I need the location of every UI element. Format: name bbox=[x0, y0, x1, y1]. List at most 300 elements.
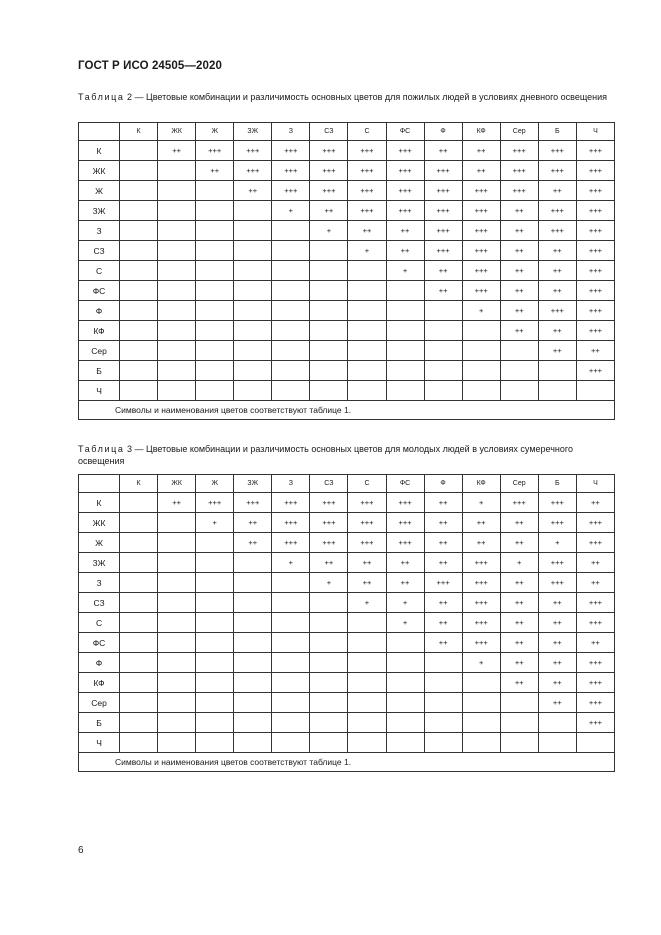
table-cell bbox=[234, 693, 272, 713]
table-cell: ++ bbox=[386, 241, 424, 261]
column-header: СЗ bbox=[310, 123, 348, 141]
table-cell bbox=[500, 733, 538, 753]
table-cell bbox=[348, 281, 386, 301]
column-header: З bbox=[272, 475, 310, 493]
table-cell: +++ bbox=[386, 201, 424, 221]
table-cell bbox=[424, 653, 462, 673]
row-header: СЗ bbox=[79, 593, 120, 613]
table-cell: ++ bbox=[576, 633, 614, 653]
table-cell bbox=[386, 673, 424, 693]
column-header: Ч bbox=[576, 475, 614, 493]
table-cell bbox=[234, 573, 272, 593]
table-cell: ++ bbox=[500, 241, 538, 261]
table-cell bbox=[500, 713, 538, 733]
table-cell: +++ bbox=[462, 553, 500, 573]
table-cell: ++ bbox=[500, 573, 538, 593]
table-cell bbox=[272, 733, 310, 753]
table-cell bbox=[234, 653, 272, 673]
table-cell: +++ bbox=[576, 361, 614, 381]
table-cell: ++ bbox=[538, 613, 576, 633]
table-cell bbox=[234, 321, 272, 341]
table-cell: + bbox=[196, 513, 234, 533]
column-header: З bbox=[272, 123, 310, 141]
table-cell: ++ bbox=[386, 553, 424, 573]
table-cell bbox=[158, 181, 196, 201]
column-header: ЖК bbox=[158, 475, 196, 493]
table-cell bbox=[310, 693, 348, 713]
table-cell bbox=[196, 713, 234, 733]
table-cell bbox=[120, 201, 158, 221]
table-cell bbox=[386, 321, 424, 341]
table-cell bbox=[158, 633, 196, 653]
table-row bbox=[79, 633, 615, 653]
table-cell bbox=[158, 281, 196, 301]
column-header: К bbox=[120, 123, 158, 141]
table-cell: + bbox=[500, 553, 538, 573]
table-cell: ++ bbox=[424, 493, 462, 513]
row-header: ФС bbox=[79, 633, 120, 653]
table-cell: +++ bbox=[576, 281, 614, 301]
table-cell bbox=[386, 301, 424, 321]
table-cell bbox=[120, 513, 158, 533]
row-header: Ж bbox=[79, 181, 120, 201]
table-cell: +++ bbox=[576, 713, 614, 733]
table-cell: ++ bbox=[500, 201, 538, 221]
table-row bbox=[79, 513, 615, 533]
table-cell bbox=[120, 713, 158, 733]
table-cell bbox=[158, 653, 196, 673]
table-cell bbox=[310, 593, 348, 613]
column-header: Б bbox=[538, 123, 576, 141]
table-cell bbox=[462, 361, 500, 381]
table-cell: ++ bbox=[158, 493, 196, 513]
table-row bbox=[79, 653, 615, 673]
table-cell: ++ bbox=[386, 221, 424, 241]
table-cell bbox=[310, 341, 348, 361]
table-cell: +++ bbox=[386, 513, 424, 533]
table-cell: ++ bbox=[310, 553, 348, 573]
table-cell: +++ bbox=[462, 261, 500, 281]
table-cell bbox=[196, 181, 234, 201]
table-cell bbox=[272, 361, 310, 381]
table-cell: +++ bbox=[310, 181, 348, 201]
table-cell bbox=[348, 261, 386, 281]
table-row bbox=[79, 141, 615, 161]
column-header: ФС bbox=[386, 123, 424, 141]
table-cell: + bbox=[310, 221, 348, 241]
table-cell bbox=[158, 301, 196, 321]
table-cell: +++ bbox=[538, 161, 576, 181]
table-cell: +++ bbox=[500, 161, 538, 181]
table-cell bbox=[234, 553, 272, 573]
table-cell: ++ bbox=[538, 653, 576, 673]
table-row bbox=[79, 181, 615, 201]
table-row bbox=[79, 221, 615, 241]
table-cell bbox=[120, 733, 158, 753]
table-cell bbox=[272, 693, 310, 713]
table-cell: ++ bbox=[500, 653, 538, 673]
table-cell bbox=[272, 261, 310, 281]
table-cell bbox=[576, 381, 614, 401]
table-cell bbox=[120, 613, 158, 633]
table-cell bbox=[120, 161, 158, 181]
table-cell bbox=[272, 341, 310, 361]
table-cell bbox=[310, 381, 348, 401]
table-cell: +++ bbox=[348, 493, 386, 513]
table-cell: ++ bbox=[424, 281, 462, 301]
table-cell: + bbox=[348, 241, 386, 261]
table-row bbox=[79, 693, 615, 713]
table-cell: +++ bbox=[462, 593, 500, 613]
table-cell: +++ bbox=[576, 673, 614, 693]
table-cell: +++ bbox=[500, 181, 538, 201]
table-cell: +++ bbox=[576, 613, 614, 633]
table-cell bbox=[348, 693, 386, 713]
table-cell: +++ bbox=[576, 241, 614, 261]
table-cell: ++ bbox=[500, 533, 538, 553]
table-cell: +++ bbox=[424, 201, 462, 221]
table-cell: ++ bbox=[348, 221, 386, 241]
table-cell bbox=[386, 341, 424, 361]
column-header: ЖК bbox=[158, 123, 196, 141]
table-cell bbox=[348, 301, 386, 321]
table-cell bbox=[272, 301, 310, 321]
row-header: ЖК bbox=[79, 161, 120, 181]
table-cell bbox=[196, 361, 234, 381]
table-cell bbox=[196, 693, 234, 713]
table-cell: +++ bbox=[462, 281, 500, 301]
table-cell bbox=[576, 733, 614, 753]
table-cell bbox=[158, 713, 196, 733]
table-cell bbox=[424, 693, 462, 713]
table-cell: ++ bbox=[500, 513, 538, 533]
table-cell bbox=[158, 201, 196, 221]
table-cell: +++ bbox=[272, 181, 310, 201]
table-cell: + bbox=[462, 653, 500, 673]
row-header: Б bbox=[79, 361, 120, 381]
table-cell bbox=[158, 533, 196, 553]
column-header: СЗ bbox=[310, 475, 348, 493]
table-cell bbox=[120, 301, 158, 321]
table-cell: + bbox=[386, 593, 424, 613]
table-cell: +++ bbox=[538, 493, 576, 513]
table-row bbox=[79, 733, 615, 753]
column-header: С bbox=[348, 475, 386, 493]
table-cell bbox=[310, 633, 348, 653]
table-cell: +++ bbox=[576, 593, 614, 613]
column-header: ЗЖ bbox=[234, 123, 272, 141]
table-cell: +++ bbox=[234, 161, 272, 181]
table-cell bbox=[272, 221, 310, 241]
table-row bbox=[79, 361, 615, 381]
table-cell bbox=[310, 361, 348, 381]
table-cell: +++ bbox=[424, 573, 462, 593]
table-cell: +++ bbox=[424, 181, 462, 201]
table-cell: +++ bbox=[462, 613, 500, 633]
table-cell bbox=[424, 361, 462, 381]
table-cell bbox=[310, 321, 348, 341]
table-cell: +++ bbox=[272, 161, 310, 181]
table-cell bbox=[386, 653, 424, 673]
table-cell: ++ bbox=[538, 261, 576, 281]
table-cell bbox=[234, 593, 272, 613]
table-row bbox=[79, 261, 615, 281]
row-header: Ч bbox=[79, 733, 120, 753]
table-cell bbox=[500, 361, 538, 381]
table-cell bbox=[196, 673, 234, 693]
row-header: ЗЖ bbox=[79, 201, 120, 221]
table-cell: +++ bbox=[462, 181, 500, 201]
table-cell: ++ bbox=[462, 513, 500, 533]
table-cell bbox=[310, 261, 348, 281]
row-header: Ф bbox=[79, 301, 120, 321]
table-cell: ++ bbox=[424, 533, 462, 553]
table-cell: +++ bbox=[538, 573, 576, 593]
table2-caption bbox=[78, 92, 616, 104]
table-cell: ++ bbox=[538, 593, 576, 613]
table-cell bbox=[158, 573, 196, 593]
table-cell: + bbox=[272, 201, 310, 221]
table-cell bbox=[234, 633, 272, 653]
table-cell: +++ bbox=[462, 221, 500, 241]
table-cell: +++ bbox=[310, 161, 348, 181]
table-cell: ++ bbox=[348, 573, 386, 593]
table-cell bbox=[196, 261, 234, 281]
table-cell: + bbox=[272, 553, 310, 573]
table-cell bbox=[348, 361, 386, 381]
table-cell: +++ bbox=[272, 513, 310, 533]
row-header: Ж bbox=[79, 533, 120, 553]
table-cell bbox=[158, 341, 196, 361]
table-cell: ++ bbox=[500, 221, 538, 241]
table3-caption-title: — Цветовые комбинации и различимость основных цветов для молодых людей в условиях сумеречного освещения bbox=[78, 444, 573, 466]
table-cell bbox=[310, 713, 348, 733]
table-cell bbox=[348, 653, 386, 673]
table-cell bbox=[538, 713, 576, 733]
table-cell: + bbox=[462, 301, 500, 321]
table-cell: +++ bbox=[310, 141, 348, 161]
table-cell: +++ bbox=[310, 513, 348, 533]
table-cell bbox=[386, 693, 424, 713]
table-cell bbox=[348, 633, 386, 653]
column-header: Сер bbox=[500, 475, 538, 493]
column-header: КФ bbox=[462, 123, 500, 141]
table-cell: ++ bbox=[500, 593, 538, 613]
table-cell: +++ bbox=[310, 533, 348, 553]
table-cell: +++ bbox=[272, 533, 310, 553]
table2-caption-number: 2 bbox=[127, 92, 133, 102]
table-cell bbox=[196, 201, 234, 221]
table-cell bbox=[272, 713, 310, 733]
table-cell bbox=[272, 633, 310, 653]
table-cell bbox=[234, 673, 272, 693]
table3-caption-label: Таблица bbox=[78, 444, 125, 454]
table-row bbox=[79, 613, 615, 633]
table-cell: ++ bbox=[424, 613, 462, 633]
column-header: С bbox=[348, 123, 386, 141]
table-cell bbox=[462, 733, 500, 753]
row-header: ЖК bbox=[79, 513, 120, 533]
table-cell bbox=[272, 613, 310, 633]
table-cell bbox=[196, 533, 234, 553]
table-cell bbox=[120, 493, 158, 513]
table-cell: + bbox=[386, 261, 424, 281]
column-header: ЗЖ bbox=[234, 475, 272, 493]
table-cell bbox=[120, 261, 158, 281]
row-header: КФ bbox=[79, 673, 120, 693]
table-cell: +++ bbox=[576, 693, 614, 713]
table-cell bbox=[310, 281, 348, 301]
table-cell bbox=[424, 321, 462, 341]
table-cell bbox=[424, 341, 462, 361]
row-header: Сер bbox=[79, 693, 120, 713]
column-header: Б bbox=[538, 475, 576, 493]
table-cell bbox=[158, 321, 196, 341]
table-cell bbox=[348, 381, 386, 401]
table-cell: ++ bbox=[576, 493, 614, 513]
table-cell: +++ bbox=[538, 301, 576, 321]
table-cell bbox=[500, 693, 538, 713]
row-header: Б bbox=[79, 713, 120, 733]
table-cell bbox=[310, 733, 348, 753]
table-cell: +++ bbox=[576, 161, 614, 181]
table-cell bbox=[234, 241, 272, 261]
table-row bbox=[79, 573, 615, 593]
table-row bbox=[79, 713, 615, 733]
table-cell bbox=[386, 281, 424, 301]
table-cell: +++ bbox=[386, 161, 424, 181]
table-row bbox=[79, 241, 615, 261]
row-header: К bbox=[79, 141, 120, 161]
column-header: К bbox=[120, 475, 158, 493]
table-cell bbox=[158, 513, 196, 533]
table-cell bbox=[310, 241, 348, 261]
table-cell: +++ bbox=[462, 633, 500, 653]
table-cell: ++ bbox=[500, 673, 538, 693]
table-cell: +++ bbox=[462, 573, 500, 593]
table-cell bbox=[158, 261, 196, 281]
table-cell: ++ bbox=[424, 633, 462, 653]
table-cell: +++ bbox=[272, 493, 310, 513]
table-cell bbox=[196, 241, 234, 261]
table-cell bbox=[196, 281, 234, 301]
table-cell bbox=[196, 381, 234, 401]
table-cell: +++ bbox=[576, 201, 614, 221]
table-cell: ++ bbox=[348, 553, 386, 573]
table-cell bbox=[120, 573, 158, 593]
table-cell bbox=[158, 221, 196, 241]
table-cell: +++ bbox=[348, 513, 386, 533]
table-cell bbox=[234, 261, 272, 281]
table3-caption-number: 3 bbox=[127, 444, 133, 454]
table-cell: ++ bbox=[500, 281, 538, 301]
table-cell bbox=[120, 341, 158, 361]
table3-caption bbox=[78, 444, 616, 467]
table-cell: ++ bbox=[538, 673, 576, 693]
table-cell bbox=[196, 633, 234, 653]
table-cell: +++ bbox=[348, 533, 386, 553]
table-cell bbox=[272, 593, 310, 613]
table-cell bbox=[500, 341, 538, 361]
table-cell: ++ bbox=[500, 301, 538, 321]
table-cell bbox=[272, 381, 310, 401]
table-note: Символы и наименования цветов соответствуют таблице 1. bbox=[79, 753, 615, 772]
table-row bbox=[79, 161, 615, 181]
table-cell: + bbox=[386, 613, 424, 633]
table-cell bbox=[386, 713, 424, 733]
table-cell bbox=[234, 201, 272, 221]
table-cell: +++ bbox=[234, 141, 272, 161]
table-cell: +++ bbox=[576, 141, 614, 161]
table-row bbox=[79, 673, 615, 693]
table-row bbox=[79, 321, 615, 341]
table3 bbox=[78, 474, 615, 772]
table-cell bbox=[196, 221, 234, 241]
table-cell: +++ bbox=[424, 241, 462, 261]
table-cell bbox=[120, 181, 158, 201]
table-cell: ++ bbox=[500, 633, 538, 653]
table-cell: ++ bbox=[576, 573, 614, 593]
table-cell bbox=[120, 381, 158, 401]
table-cell bbox=[234, 381, 272, 401]
header-row bbox=[79, 123, 615, 141]
row-header: З bbox=[79, 573, 120, 593]
table2 bbox=[78, 122, 615, 420]
column-header: Сер bbox=[500, 123, 538, 141]
table-cell: ++ bbox=[462, 141, 500, 161]
table-cell bbox=[120, 221, 158, 241]
table-cell bbox=[158, 361, 196, 381]
table-row bbox=[79, 381, 615, 401]
table-cell: +++ bbox=[234, 493, 272, 513]
table-cell bbox=[386, 633, 424, 653]
column-header: Ф bbox=[424, 123, 462, 141]
table-cell bbox=[120, 241, 158, 261]
table-cell: ++ bbox=[538, 321, 576, 341]
table-cell: ++ bbox=[538, 341, 576, 361]
table-cell: +++ bbox=[576, 301, 614, 321]
table-cell: ++ bbox=[310, 201, 348, 221]
table-cell: ++ bbox=[500, 261, 538, 281]
table-cell: ++ bbox=[196, 161, 234, 181]
table-cell bbox=[424, 673, 462, 693]
table-cell: ++ bbox=[500, 613, 538, 633]
table-cell: +++ bbox=[196, 493, 234, 513]
table-cell: +++ bbox=[576, 653, 614, 673]
table-cell: +++ bbox=[576, 321, 614, 341]
table-cell bbox=[196, 613, 234, 633]
table-cell: ++ bbox=[538, 633, 576, 653]
table-cell bbox=[234, 613, 272, 633]
table-cell bbox=[348, 713, 386, 733]
table2-caption-label: Таблица bbox=[78, 92, 125, 102]
row-header: С bbox=[79, 261, 120, 281]
table-row bbox=[79, 553, 615, 573]
table-cell bbox=[196, 553, 234, 573]
table-cell bbox=[158, 593, 196, 613]
table-cell: +++ bbox=[538, 513, 576, 533]
table-cell bbox=[310, 673, 348, 693]
table-cell: ++ bbox=[234, 533, 272, 553]
table-cell: ++ bbox=[424, 513, 462, 533]
table-cell bbox=[348, 613, 386, 633]
table-cell: ++ bbox=[538, 241, 576, 261]
table-cell: +++ bbox=[386, 493, 424, 513]
table-row bbox=[79, 301, 615, 321]
row-header: Ч bbox=[79, 381, 120, 401]
table-cell bbox=[120, 361, 158, 381]
table-cell: ++ bbox=[538, 281, 576, 301]
